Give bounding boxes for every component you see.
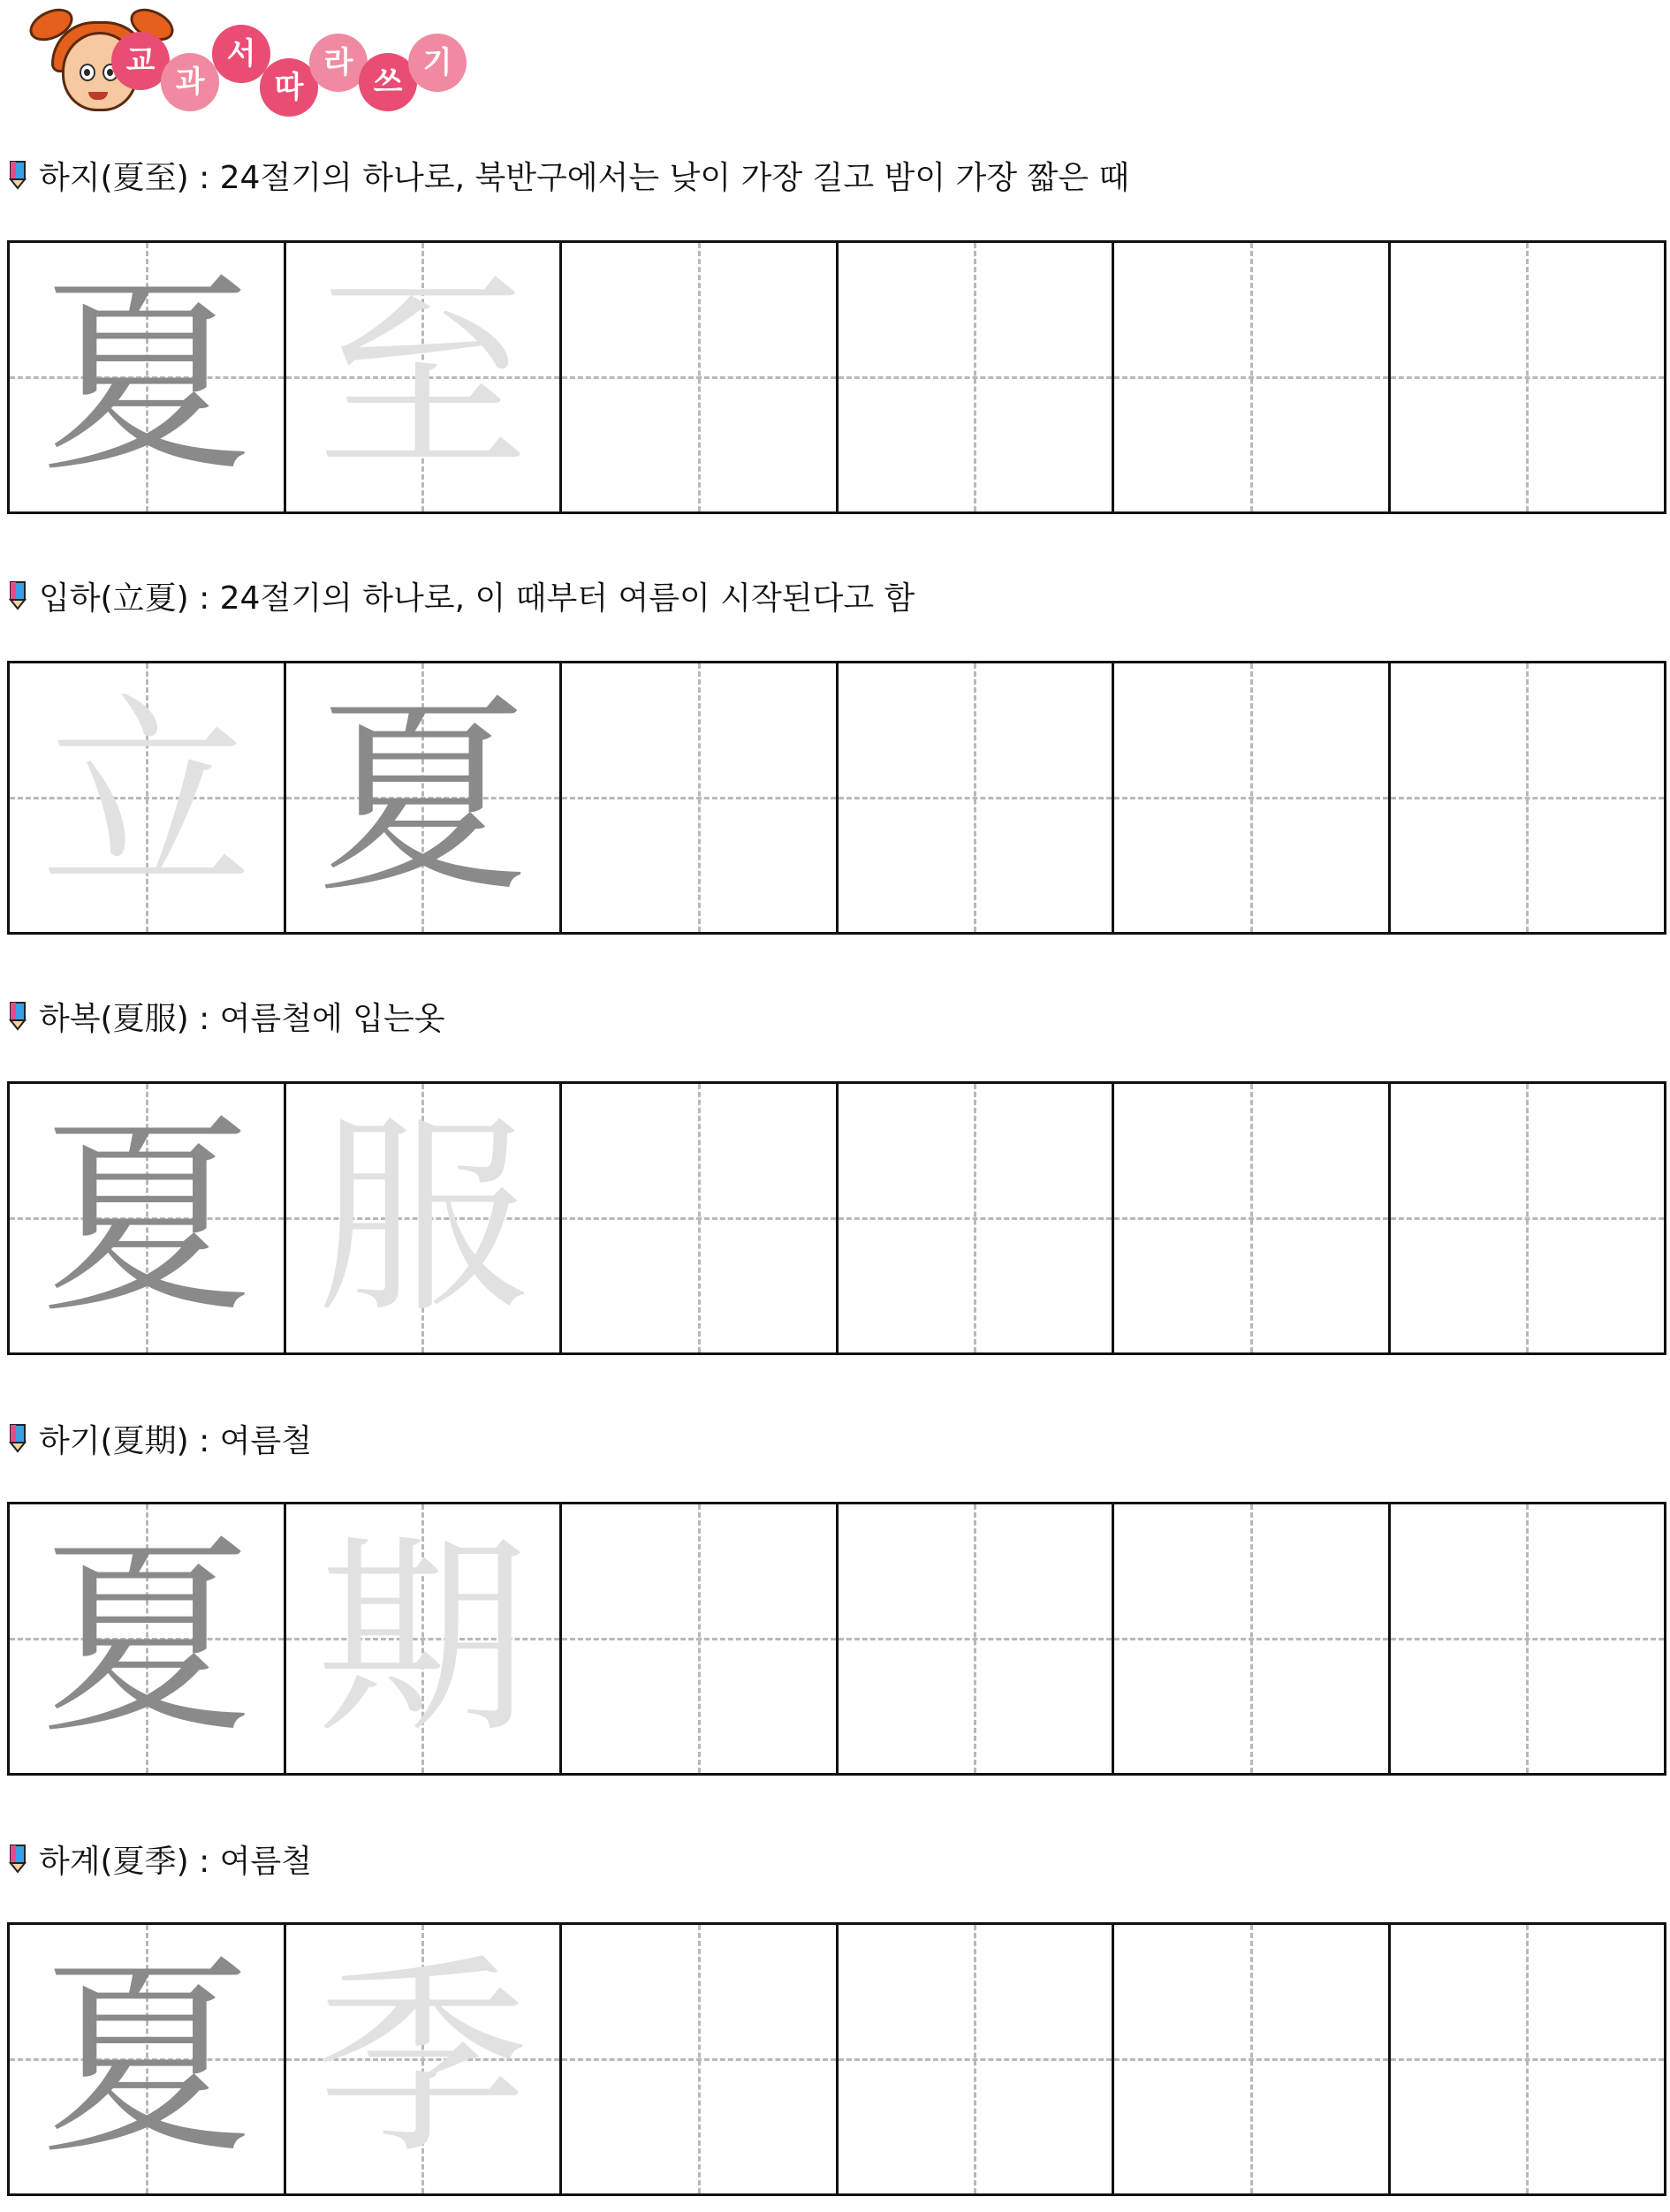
- example-cell: [286, 1925, 563, 2193]
- practice-cell[interactable]: [1114, 663, 1391, 932]
- section-label-text: 하복(夏服) : 여름철에 입는옷: [39, 1000, 445, 1037]
- logo-syllable: 쓰: [359, 53, 417, 111]
- practice-grid: [7, 1922, 1666, 2196]
- example-cell: [286, 243, 563, 511]
- header-logo: [27, 7, 486, 117]
- example-cell: [286, 663, 563, 932]
- logo-syllable: 서: [212, 25, 270, 83]
- practice-cell[interactable]: [839, 1925, 1115, 2193]
- pencil-icon: [9, 1423, 27, 1453]
- practice-cell[interactable]: [1114, 1504, 1391, 1773]
- eye-left: [80, 64, 95, 81]
- pencil-icon: [9, 1001, 27, 1031]
- practice-cell[interactable]: [1114, 1925, 1391, 2193]
- practice-cell[interactable]: [1114, 1084, 1391, 1352]
- practice-cell[interactable]: [1391, 1504, 1665, 1773]
- hanja-glyph: 夏: [40, 254, 253, 501]
- hanja-glyph: 期: [316, 1515, 529, 1762]
- example-cell: [10, 663, 286, 932]
- hanja-glyph: 季: [316, 1936, 529, 2183]
- practice-cell[interactable]: [1391, 663, 1665, 932]
- pencil-icon: [9, 580, 27, 610]
- practice-cell[interactable]: [839, 243, 1115, 511]
- example-cell: [10, 243, 286, 511]
- section-label: [9, 155, 1129, 194]
- hanja-glyph: 至: [316, 254, 529, 501]
- example-cell: [10, 1504, 286, 1773]
- practice-grid: [7, 1502, 1666, 1776]
- logo-syllable: 기: [408, 34, 467, 92]
- section-label-text: 하기(夏期) : 여름철: [39, 1422, 312, 1459]
- example-cell: [286, 1084, 563, 1352]
- practice-cell[interactable]: [839, 1504, 1115, 1773]
- practice-cell[interactable]: [562, 243, 839, 511]
- logo-syllable: 따: [260, 58, 318, 117]
- practice-cell[interactable]: [562, 663, 839, 932]
- section-label: [9, 1839, 312, 1878]
- practice-grid: [7, 1081, 1666, 1355]
- practice-cell[interactable]: [562, 1084, 839, 1352]
- section-label-text: 하지(夏至) : 24절기의 하나로, 북반구에서는 낮이 가장 길고 밤이 가장 짧은 때: [39, 159, 1130, 196]
- practice-cell[interactable]: [1114, 243, 1391, 511]
- practice-cell[interactable]: [1391, 1925, 1665, 2193]
- example-cell: [286, 1504, 563, 1773]
- section-label: [9, 576, 915, 615]
- pencil-icon: [9, 1844, 27, 1874]
- logo-syllable: 라: [309, 34, 368, 92]
- hanja-glyph: 立: [40, 674, 253, 921]
- practice-cell[interactable]: [839, 663, 1115, 932]
- practice-cell[interactable]: [562, 1504, 839, 1773]
- section-label-text: 입하(立夏) : 24절기의 하나로, 이 때부터 여름이 시작된다고 함: [39, 580, 915, 617]
- section-label: [9, 996, 445, 1035]
- hanja-glyph: 夏: [40, 1936, 253, 2183]
- section-label-text: 하계(夏季) : 여름철: [39, 1843, 312, 1880]
- example-cell: [10, 1925, 286, 2193]
- logo-syllable: 과: [161, 53, 219, 111]
- hanja-glyph: 夏: [40, 1515, 253, 1762]
- hanja-glyph: 夏: [316, 674, 529, 921]
- section-label: [9, 1419, 312, 1458]
- practice-grid: [7, 661, 1666, 935]
- practice-cell[interactable]: [1391, 1084, 1665, 1352]
- practice-cell[interactable]: [839, 1084, 1115, 1352]
- practice-cell[interactable]: [1391, 243, 1665, 511]
- practice-cell[interactable]: [562, 1925, 839, 2193]
- logo-syllable: 교: [111, 32, 170, 90]
- hanja-glyph: 服: [316, 1095, 529, 1342]
- hanja-glyph: 夏: [40, 1095, 253, 1342]
- practice-grid: [7, 240, 1666, 514]
- example-cell: [10, 1084, 286, 1352]
- pencil-icon: [9, 160, 27, 190]
